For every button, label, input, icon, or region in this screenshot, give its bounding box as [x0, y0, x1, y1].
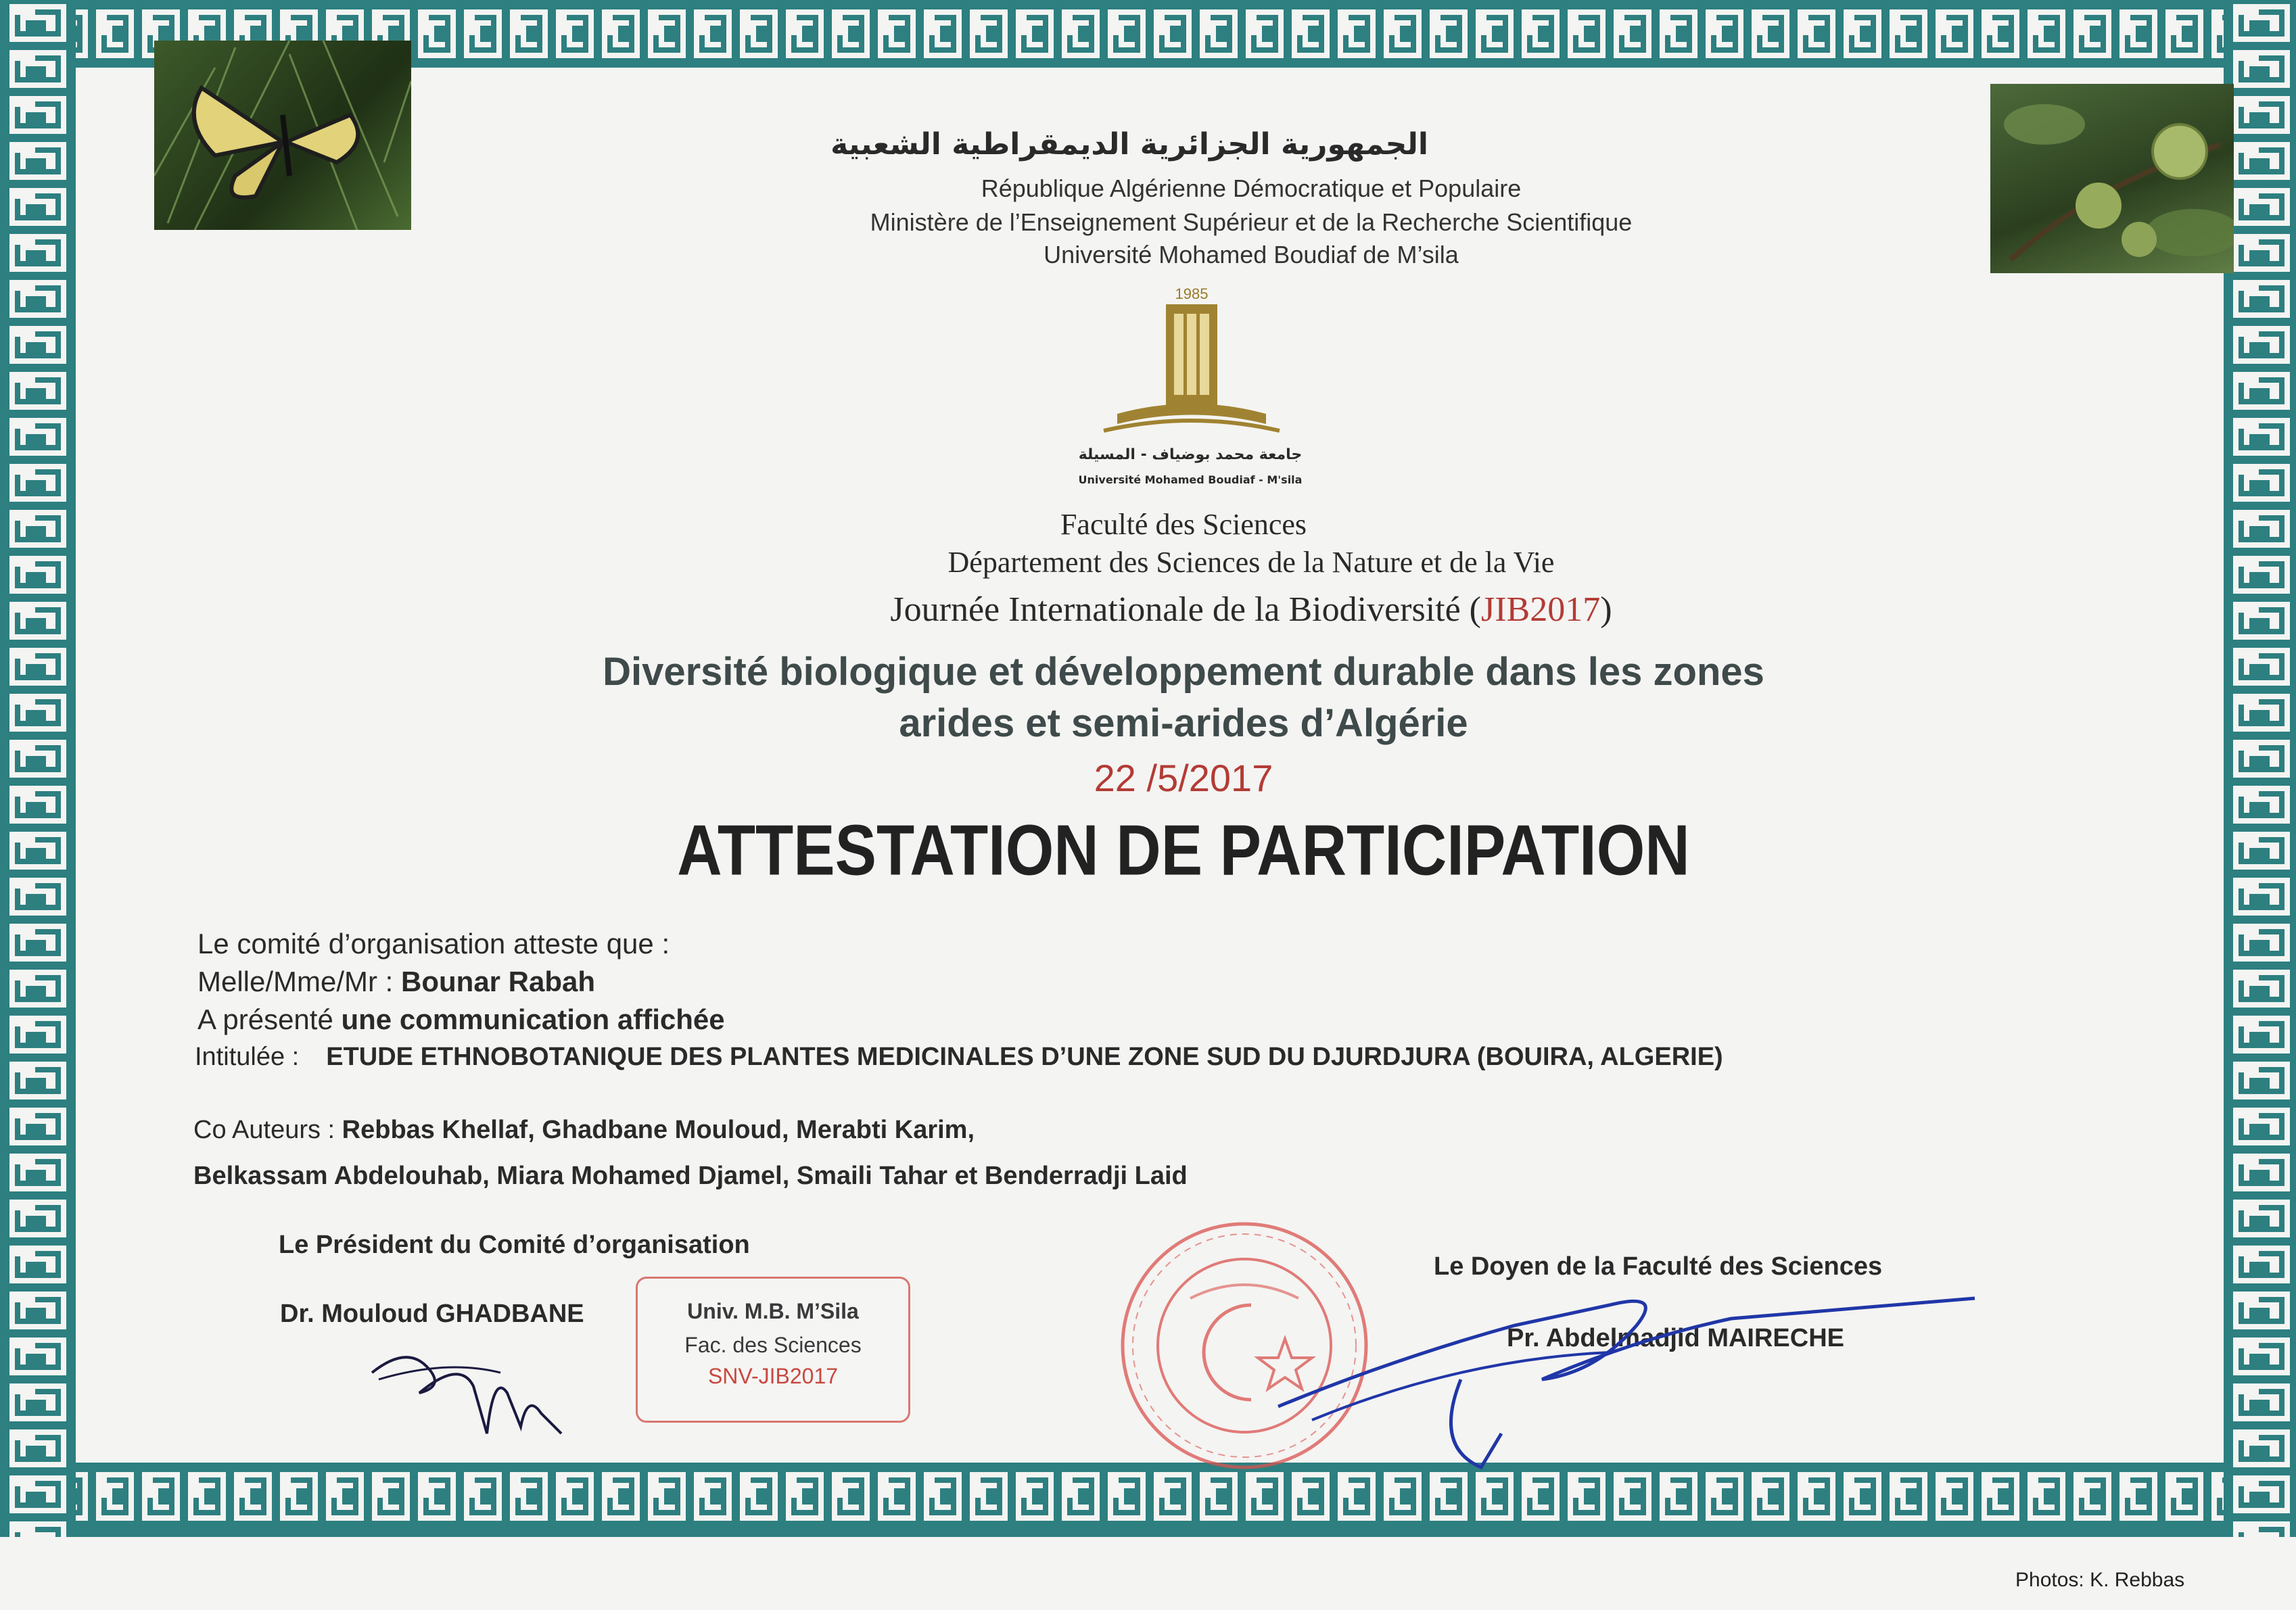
republic-name: République Algérienne Démocratique et Populaire [981, 174, 1522, 202]
faculty-stamp [636, 1277, 910, 1423]
stamp-line-3: SNV-JIB2017 [707, 1364, 839, 1388]
participant-line [197, 966, 595, 998]
event-name-suffix: ) [1600, 590, 1612, 629]
presentation-line [197, 1003, 725, 1036]
logo-year: 1985 [1175, 285, 1209, 302]
president-name: Dr. Mouloud GHADBANE [280, 1300, 584, 1328]
frame-border-right [2224, 0, 2296, 1537]
presentation-type: une communication affichée [341, 1003, 725, 1035]
logo-caption-arabic: جامعة محمد بوضياف - المسيلة [1078, 446, 1303, 463]
stamp-line-1: Univ. M.B. M’Sila [687, 1299, 859, 1323]
attestation-title: ATTESTATION DE PARTICIPATION [677, 811, 1690, 891]
coauthors-line [193, 1116, 975, 1145]
presentation-label: A présenté [197, 1003, 342, 1035]
participant-name: Bounar Rabah [401, 966, 596, 997]
communication-title: ETUDE ETHNOBOTANIQUE DES PLANTES MEDICINALES D’UNE ZONE SUD DU DJURDJURA (BOUIRA, ALGERIE) [326, 1043, 1723, 1071]
photo-credit: Photos: K. Rebbas [2015, 1569, 2185, 1591]
title-line [195, 1043, 1723, 1072]
acorns-photo [1990, 84, 2234, 273]
attestation-statement: Le comité d’organisation atteste que : [197, 928, 670, 960]
event-name [609, 590, 1894, 630]
dean-name: Pr. Abdelmadjid MAIRECHE [1507, 1324, 1844, 1352]
stamp-line-2: Fac. des Sciences [684, 1333, 862, 1357]
dean-title: Le Doyen de la Faculté des Sciences [1434, 1252, 1883, 1281]
coauthors-list-1: Rebbas Khellaf, Ghadbane Mouloud, Merabti Karim, [342, 1116, 975, 1144]
event-theme-line-1: Diversité biologique et développement durable dans les zones [603, 650, 1764, 694]
university-name: Université Mohamed Boudiaf de M’sila [1044, 241, 1459, 268]
butterfly-photo [154, 41, 411, 230]
event-date: 22 /5/2017 [1094, 757, 1273, 799]
event-theme-line-2: arides et semi-arides d’Algérie [899, 701, 1468, 745]
logo-caption-french: Université Mohamed Boudiaf - M'sila [1078, 473, 1303, 486]
participant-label: Melle/Mme/Mr : [197, 966, 402, 997]
event-code: JIB2017 [1481, 590, 1601, 629]
coauthors-label: Co Auteurs : [193, 1116, 342, 1144]
department-name: Département des Sciences de la Nature et de la Vie [947, 546, 1555, 579]
coauthors-list-2: Belkassam Abdelouhab, Miara Mohamed Djamel, Smaili Tahar et Benderradji Laid [193, 1162, 1188, 1190]
event-name-prefix: Journée Internationale de la Biodiversité ( [890, 590, 1481, 629]
ministry-name: Ministère de l’Enseignement Supérieur et de la Recherche Scientifique [870, 208, 1633, 236]
title-label: Intitulée : [195, 1043, 300, 1071]
dean-signature [1258, 1278, 1988, 1481]
president-title: Le Président du Comité d’organisation [279, 1231, 750, 1259]
frame-border-left [0, 0, 76, 1537]
arabic-republic-title: الجمهورية الجزائرية الديمقراطية الشعبية [830, 127, 1428, 162]
president-signature [365, 1332, 568, 1440]
faculty-name: Faculté des Sciences [1060, 508, 1307, 541]
